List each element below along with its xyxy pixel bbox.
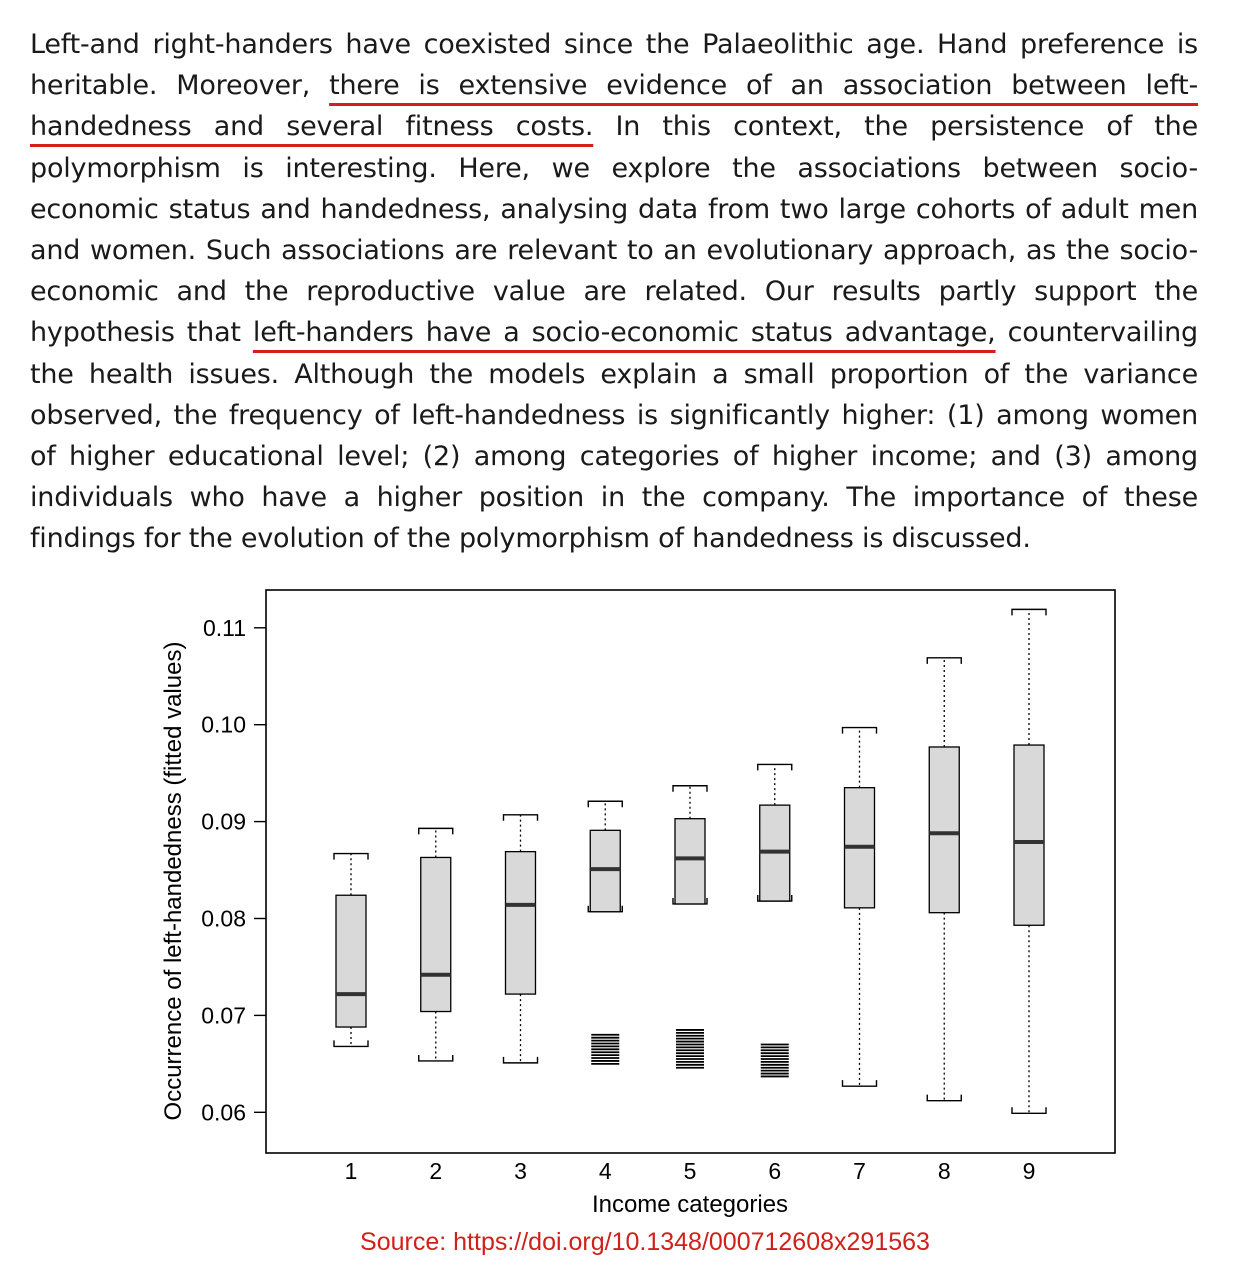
x-axis	[345, 1158, 1036, 1184]
abstract-segment: In this context, the persistence of the polymorphism is interesting. Here, we explore the associations between socio-economic status and handedness, analysing data from two large cohorts of adult men and women. Such associations are relevant to an evolutionary approach, as the socio-economic and the reproductive value are related. Our results partly support the hypothesis that	[30, 111, 1198, 349]
box-category-2	[419, 828, 453, 1061]
y-axis-label: Occurrence of left-handedness (fitted values)	[160, 641, 187, 1121]
box-iqr	[506, 852, 536, 994]
x-tick-label: 3	[514, 1158, 527, 1184]
x-tick-label: 2	[429, 1158, 443, 1184]
source-citation: Source: https://doi.org/10.1348/000712608x291563	[360, 1228, 930, 1256]
highlighted-phrase-fitness-costs: there is extensive evidence of an association between left-handedness and several fitness costs.	[30, 70, 1198, 143]
box-iqr	[336, 895, 366, 1027]
abstract-text	[30, 24, 1198, 560]
highlighted-phrase-ses-advantage: left-handers have a socio-economic status advantage,	[252, 317, 996, 349]
x-tick-label: 6	[768, 1158, 782, 1184]
box-category-1	[334, 854, 368, 1047]
box-iqr	[421, 857, 451, 1011]
box-iqr	[675, 819, 705, 904]
box-iqr	[1014, 745, 1044, 925]
box-category-4	[588, 801, 622, 1064]
box-category-9	[1012, 609, 1046, 1113]
box-category-5	[673, 786, 707, 1068]
box-iqr	[929, 747, 959, 913]
y-tick-label: 0.06	[201, 1099, 246, 1126]
y-axis	[201, 615, 266, 1126]
y-tick-label: 0.10	[201, 711, 246, 738]
x-tick-label: 7	[853, 1158, 866, 1184]
box-category-3	[504, 815, 538, 1063]
y-tick-label: 0.07	[201, 1002, 246, 1029]
upper-whisker-cap	[843, 728, 877, 734]
box-category-7	[843, 728, 877, 1087]
x-tick-label: 1	[344, 1158, 358, 1184]
abstract-segment: countervailing the health issues. Although the models explain a small proportion of the variance observed, the frequency of left-handedness is significantly higher: (1) among women of higher educational level; (2) among categories of higher income; and (3) among individuals who have a higher position in the company. The importance of these findings for the evolution of the polymorphism of handedness is discussed.	[30, 317, 1198, 555]
box-series	[334, 609, 1046, 1113]
y-tick-label: 0.11	[202, 614, 246, 641]
y-tick-label: 0.08	[201, 905, 246, 932]
upper-whisker-cap	[673, 786, 707, 792]
x-tick-label: 4	[598, 1158, 612, 1184]
box-category-8	[927, 658, 961, 1101]
lower-whisker-cap	[927, 1095, 961, 1101]
abstract-segment: Left-and right-handers have coexisted since the Palaeolithic age. Hand preference is heritable. Moreover,	[30, 29, 1198, 102]
income-boxplot-figure	[0, 570, 1242, 1220]
lower-whisker-cap	[1012, 1107, 1046, 1113]
x-tick-label: 5	[683, 1158, 697, 1184]
y-tick-label: 0.09	[201, 808, 246, 835]
x-tick-label: 8	[937, 1158, 951, 1184]
x-axis-label: Income categories	[591, 1191, 789, 1218]
box-category-6	[758, 764, 792, 1076]
x-tick-label: 9	[1022, 1158, 1036, 1184]
